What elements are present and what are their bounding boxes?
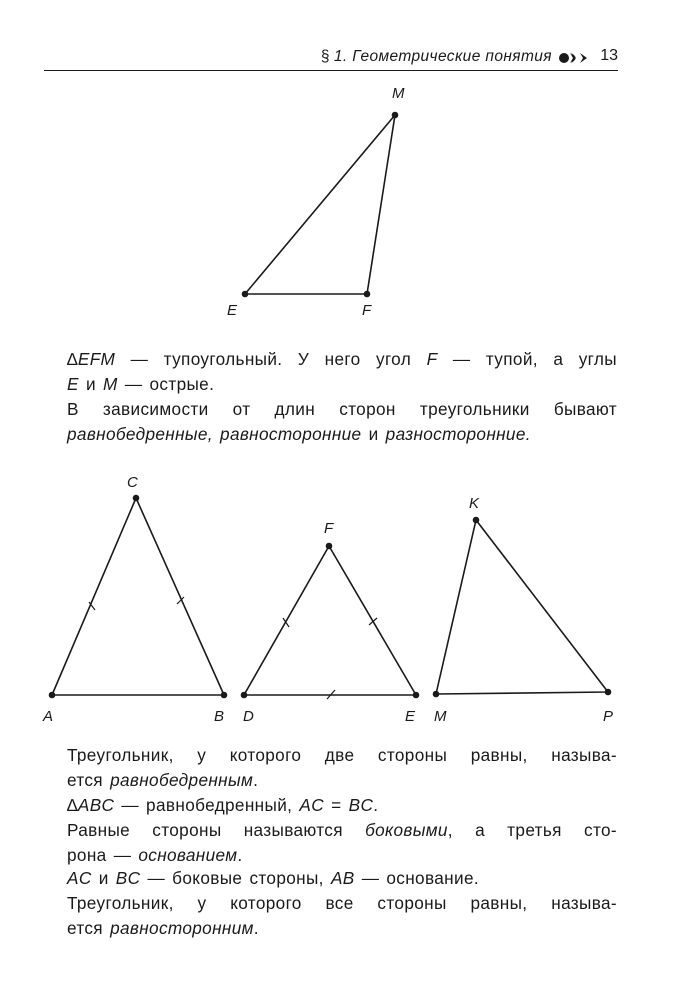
text-span: .: [373, 795, 379, 815]
text-span: — основание.: [354, 868, 479, 888]
side-name: BC: [348, 795, 374, 815]
triangle-symbol: ∆: [67, 349, 78, 369]
vertex-m-label: M: [434, 708, 447, 725]
lateral-sides-example: [67, 866, 617, 891]
side-name: AB: [330, 868, 355, 888]
angle-name: M: [103, 374, 118, 394]
text-span: — тупой, а углы: [437, 349, 617, 369]
vertex-p-label: P: [603, 708, 614, 725]
vertex-e-label: E: [227, 302, 238, 319]
vertex-f-label: F: [362, 302, 372, 319]
vertex-b-label: B: [214, 708, 225, 725]
triangle-abc: [42, 474, 227, 725]
term-text: равносторонним: [110, 918, 254, 938]
text-span: , а третья сто-: [447, 820, 617, 840]
equal-side-tick: [369, 618, 377, 625]
lateral-sides-definition: [67, 818, 617, 868]
term-text: основанием: [138, 845, 238, 865]
text-span: — тупоугольный. У него угол: [115, 349, 427, 369]
text-line: Треугольник, у которого все стороны равны, называ-: [67, 893, 617, 913]
side-name: BC: [115, 868, 141, 888]
vertex-k-label: K: [469, 495, 480, 512]
term-text: боковыми: [365, 820, 448, 840]
term-text: равнобедренные, равносторонние: [67, 424, 362, 444]
abc-isosceles-statement: [67, 793, 617, 818]
triangle-mkp: [433, 495, 613, 725]
text-span: — равнобедренный,: [114, 795, 300, 815]
text-span: ется: [67, 770, 111, 790]
vertex-f-label: F: [324, 520, 334, 537]
equilateral-definition: [67, 891, 617, 941]
vertex-e-label: E: [405, 708, 416, 725]
text-line: В зависимости от длин сторон треугольники бывают: [67, 399, 617, 419]
text-span: =: [324, 795, 349, 815]
text-span: .: [237, 845, 243, 865]
term-text: разносторонние.: [385, 424, 531, 444]
text-span: — острые.: [117, 374, 215, 394]
text-span: рона —: [67, 845, 139, 865]
page-number: 13: [600, 47, 618, 64]
vertex-d-label: D: [243, 708, 254, 725]
text-span: и: [361, 424, 386, 444]
text-line: Треугольник, у которого две стороны равны, называ-: [67, 745, 617, 765]
text-span: ется: [67, 918, 111, 938]
chapter-title-text: 1. Геометрические понятия: [333, 48, 552, 65]
text-span: .: [253, 918, 259, 938]
angle-name: E: [67, 374, 79, 394]
side-name: AC: [67, 868, 92, 888]
text-span: — боковые стороны,: [140, 868, 331, 888]
side-name: AC: [299, 795, 324, 815]
triangle-def: [241, 520, 420, 725]
triangle-symbol: ∆: [67, 795, 78, 815]
vertex-c-label: C: [127, 474, 138, 491]
text-span: Равные стороны называются: [67, 820, 366, 840]
isosceles-definition: [67, 743, 617, 793]
section-mark: §: [320, 48, 330, 65]
triangle-name: EFM: [77, 349, 116, 369]
angle-name: F: [426, 349, 438, 369]
text-span: .: [253, 770, 259, 790]
text-span: и: [91, 868, 116, 888]
vertex-a-label: A: [43, 708, 54, 725]
term-text: равнобедренным: [110, 770, 254, 790]
triangle-name: ABC: [77, 795, 115, 815]
vertex-m-label: M: [392, 85, 405, 102]
text-span: и: [78, 374, 104, 394]
